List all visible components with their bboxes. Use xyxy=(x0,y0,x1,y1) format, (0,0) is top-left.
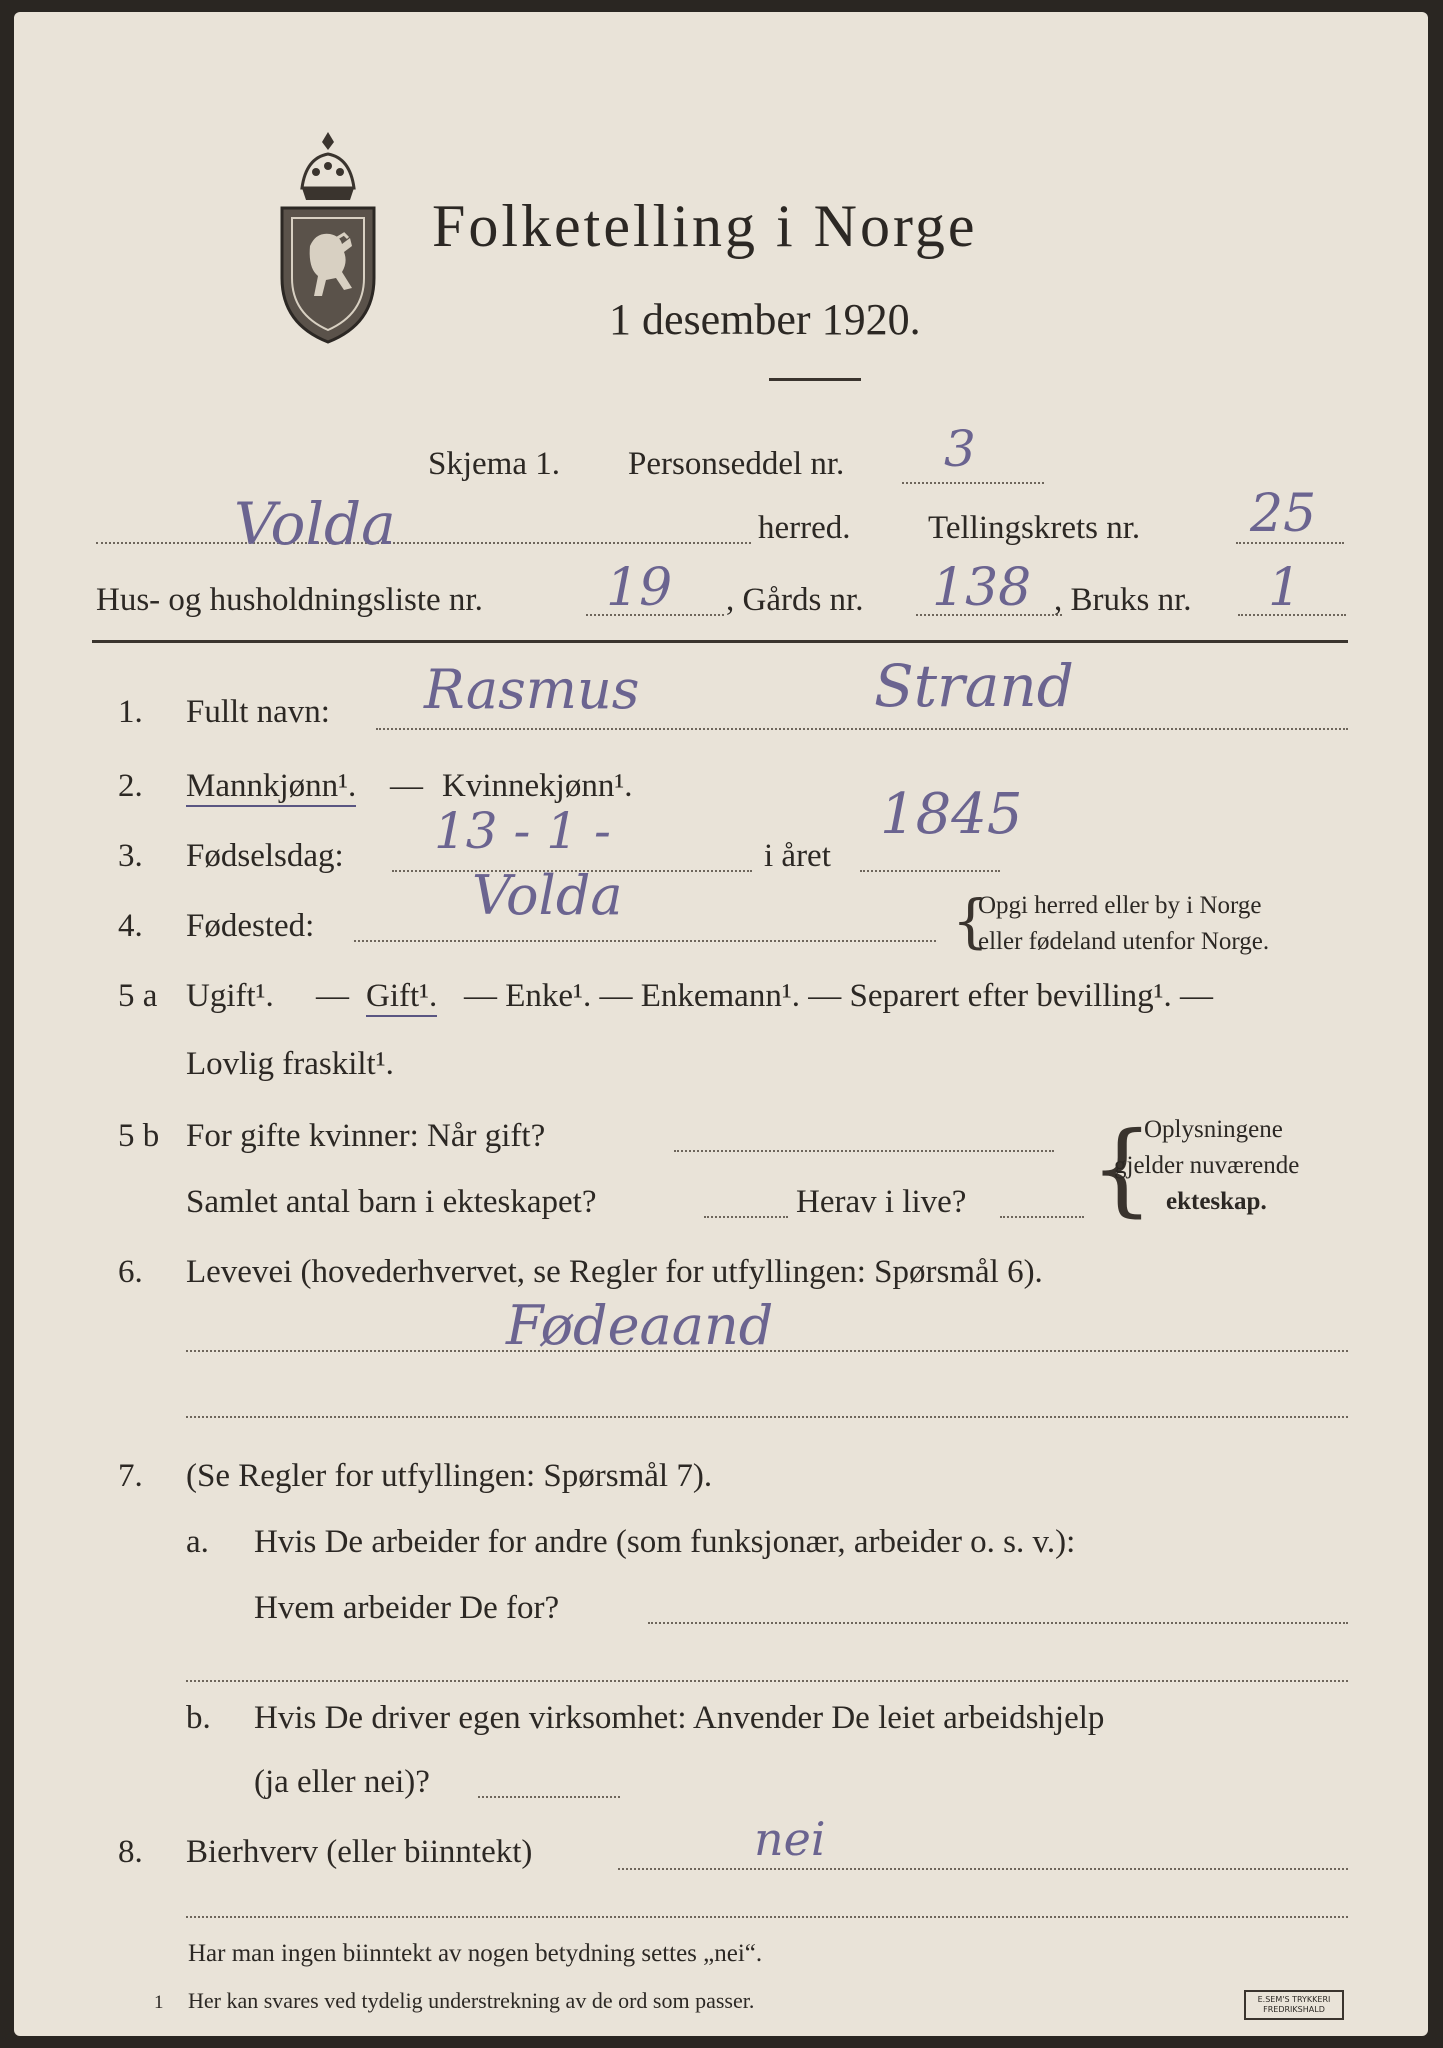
q5b-line1: For gifte kvinner: Når gift? xyxy=(186,1118,546,1154)
q5b-note3: ekteskap. xyxy=(1166,1188,1267,1215)
q3-year-value: 1845 xyxy=(880,782,1023,847)
tellingskrets-label: Tellingskrets nr. xyxy=(928,510,1141,546)
q1-number: 1. xyxy=(118,694,143,730)
q4-note-line1: Opgi herred eller by i Norge xyxy=(978,892,1262,919)
bruks-value: 1 xyxy=(1268,558,1302,618)
page-title: Folketelling i Norge xyxy=(432,193,978,259)
q6-label: Levevei (hovederhvervet, se Regler for utfyllingen: Spørsmål 6). xyxy=(186,1254,1043,1290)
employer-field[interactable] xyxy=(648,1622,1348,1624)
occupation-line-2[interactable] xyxy=(186,1416,1348,1418)
q5b-note1: Oplysningene xyxy=(1144,1116,1283,1143)
employer-field-2[interactable] xyxy=(186,1680,1348,1682)
q2-female-option[interactable]: Kvinnekjønn¹. xyxy=(442,768,633,804)
census-date: 1 desember 1920. xyxy=(609,295,921,344)
q7b-line1: Hvis De driver egen virksomhet: Anvender De leiet arbeidshjelp xyxy=(254,1700,1105,1736)
full-name-field[interactable] xyxy=(376,728,1348,730)
gards-value: 138 xyxy=(932,558,1032,618)
q4-label: Fødested: xyxy=(186,908,315,944)
printer-line2: FREDRIKSHALD xyxy=(1263,2005,1325,2014)
birth-year-field[interactable] xyxy=(860,870,1000,872)
census-form xyxy=(14,12,1428,2036)
herred-label: herred. xyxy=(758,510,851,546)
q7b-letter: b. xyxy=(186,1700,211,1736)
q6-value: Fødeaand xyxy=(506,1294,774,1357)
q3-label: Fødselsdag: xyxy=(186,838,344,874)
footnote-mark: 1 xyxy=(154,1992,164,2013)
q7-number: 7. xyxy=(118,1458,143,1494)
q7-label: (Se Regler for utfyllingen: Spørsmål 7). xyxy=(186,1458,713,1494)
hus-value: 19 xyxy=(606,558,673,618)
q7a-line2: Hvem arbeider De for? xyxy=(254,1590,560,1626)
personseddel-field[interactable] xyxy=(902,482,1044,484)
q5b-number: 5 b xyxy=(118,1118,160,1154)
tellingskrets-value: 25 xyxy=(1250,484,1317,544)
children-count-field[interactable] xyxy=(704,1216,788,1218)
footer-note: Har man ingen biinntekt av nogen betydning settes „nei“. xyxy=(188,1940,763,1967)
q1-last-name-value: Strand xyxy=(874,652,1074,720)
herred-field[interactable] xyxy=(96,542,751,544)
occupation-line-1[interactable] xyxy=(186,1350,1348,1352)
norwegian-coat-of-arms-icon xyxy=(272,128,384,348)
q2-male-option[interactable]: Mannkjønn¹. xyxy=(186,768,356,807)
gards-label: , Gårds nr. xyxy=(726,582,864,618)
q3-year-label: i året xyxy=(764,838,831,874)
q5a-number: 5 a xyxy=(118,978,158,1014)
q7a-line1: Hvis De arbeider for andre (som funksjonær, arbeider o. s. v.): xyxy=(254,1524,1076,1560)
birthplace-field[interactable] xyxy=(354,940,936,942)
side-income-field[interactable] xyxy=(618,1868,1348,1870)
q2-separator: — xyxy=(390,768,423,804)
hus-label: Hus- og husholdningsliste nr. xyxy=(96,582,483,618)
q8-number: 8. xyxy=(118,1834,143,1870)
q5b-alive-label: Herav i live? xyxy=(796,1184,967,1220)
q3-number: 3. xyxy=(118,838,143,874)
bruks-label: , Bruks nr. xyxy=(1054,582,1192,618)
q5a-dash: — xyxy=(316,978,349,1014)
q5b-note-brace: { xyxy=(1090,1110,1154,1227)
q6-number: 6. xyxy=(118,1254,143,1290)
personseddel-value: 3 xyxy=(944,420,976,478)
q5a-other-options[interactable]: — Enke¹. — Enkemann¹. — Separert efter bevilling¹. — xyxy=(464,978,1214,1014)
hired-help-field[interactable] xyxy=(478,1796,620,1798)
q8-label: Bierhverv (eller biinntekt) xyxy=(186,1834,533,1870)
q1-label: Fullt navn: xyxy=(186,694,330,730)
q7a-letter: a. xyxy=(186,1524,209,1560)
q1-first-name-value: Rasmus xyxy=(424,658,640,721)
q4-value: Volda xyxy=(472,864,623,927)
q4-note-brace: { xyxy=(952,887,989,955)
q5b-note2: gjelder nuværende xyxy=(1114,1152,1300,1179)
q5b-children-label: Samlet antal barn i ekteskapet? xyxy=(186,1184,597,1220)
header-separator xyxy=(92,640,1348,643)
personseddel-label: Personseddel nr. xyxy=(628,446,845,482)
q7b-line2: (ja eller nei)? xyxy=(254,1764,430,1800)
side-income-field-2[interactable] xyxy=(186,1916,1348,1918)
q5a-gift-option[interactable]: Gift¹. xyxy=(366,978,437,1017)
printer-line1: E.SEM'S TRYKKERI xyxy=(1257,1995,1331,2004)
herred-value: Volda xyxy=(234,490,396,558)
q8-value: nei xyxy=(754,1812,826,1866)
q4-number: 4. xyxy=(118,908,143,944)
title-divider xyxy=(769,378,861,381)
married-when-field[interactable] xyxy=(674,1150,1054,1152)
q3-day-value: 13 - 1 - xyxy=(434,802,611,860)
q4-note-line2: eller fødeland utenfor Norge. xyxy=(978,928,1270,955)
q2-number: 2. xyxy=(118,768,143,804)
skjema-label: Skjema 1. xyxy=(428,446,560,482)
printer-mark xyxy=(1244,1990,1344,2020)
footnote-text: Her kan svares ved tydelig understrekning av de ord som passer. xyxy=(188,1988,755,2013)
q5a-fraskilt-option[interactable]: Lovlig fraskilt¹. xyxy=(186,1046,394,1082)
q5a-ugift-option[interactable]: Ugift¹. xyxy=(186,978,274,1014)
children-alive-field[interactable] xyxy=(1000,1216,1084,1218)
